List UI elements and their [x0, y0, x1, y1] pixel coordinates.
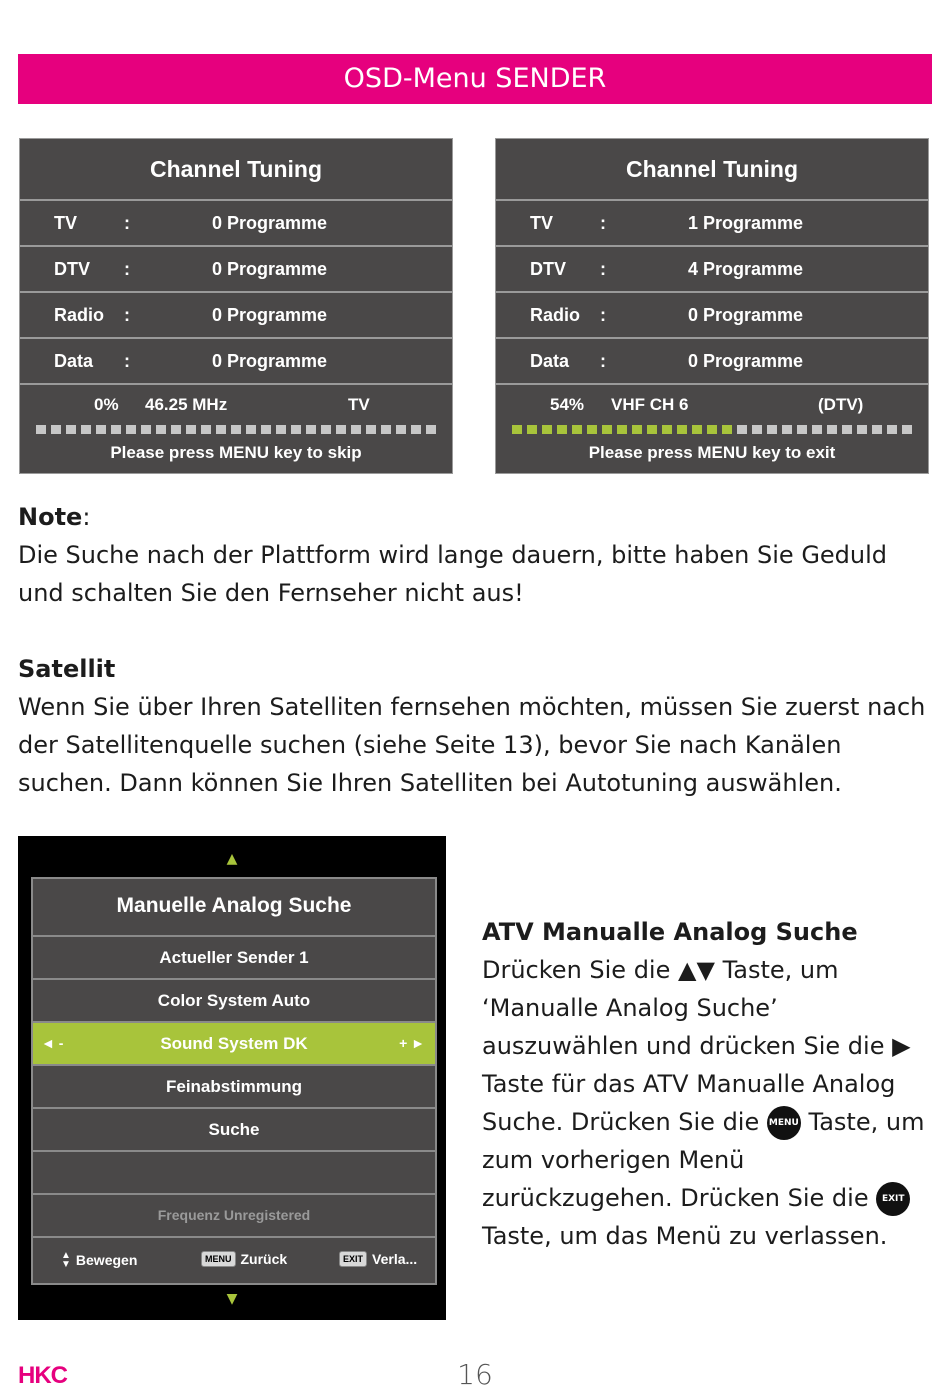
progress-segment	[246, 425, 256, 434]
back-hint	[201, 1251, 287, 1267]
row-key: Data	[530, 351, 570, 371]
progress-segment	[141, 425, 151, 434]
atv-text-part: Taste, um zum vorherigen Menü zurückzugehen. Drücken Sie die	[482, 1108, 925, 1212]
progress-segment	[186, 425, 196, 434]
atv-text	[482, 951, 932, 1255]
progress-segment	[587, 425, 597, 434]
progress-segment	[81, 425, 91, 434]
atv-heading: ATV Manualle Analog Suche	[482, 918, 858, 946]
row-value: 0 Programme	[212, 259, 328, 279]
menu-button-icon: MENU	[767, 1106, 801, 1140]
satellit-section	[18, 650, 932, 802]
progress-segment	[111, 425, 121, 434]
progress-segment	[767, 425, 777, 434]
panel-title: Channel Tuning	[20, 139, 452, 201]
progress-segment	[201, 425, 211, 434]
atv-text-part: Taste für das ATV Manualle Analog Suche. Drücken Sie die	[482, 1070, 896, 1136]
osd-menu-screenshot	[18, 836, 446, 1320]
note-text: Die Suche nach der Plattform wird lange dauern, bitte haben Sie Geduld und schalten Sie den Fernseher nicht aus!	[18, 541, 888, 607]
progress-segment	[261, 425, 271, 434]
increase-arrow-icon: + ►	[399, 1035, 425, 1051]
note-section	[18, 498, 932, 612]
menu-item-sound-system[interactable]	[33, 1023, 435, 1066]
progress-segment	[411, 425, 421, 434]
menu-key-icon: MENU	[201, 1251, 236, 1267]
atv-instructions	[482, 913, 932, 1255]
row-key: TV	[530, 213, 554, 233]
menu-item-label: Sound System DK	[160, 1034, 308, 1053]
progress-segment	[812, 425, 822, 434]
move-label: Bewegen	[75, 1252, 138, 1268]
row-value: 0 Programme	[688, 305, 804, 325]
progress-segment	[396, 425, 406, 434]
row-sep: :	[600, 305, 606, 325]
progress-segment	[887, 425, 897, 434]
progress-segment	[707, 425, 717, 434]
progress-percent: 0%	[94, 395, 119, 414]
right-arrow-icon: ▶	[892, 1032, 911, 1060]
progress-segment	[572, 425, 582, 434]
exit-button-icon: EXIT	[876, 1182, 910, 1216]
panel-title: Channel Tuning	[496, 139, 928, 201]
up-down-icon: ▲ ▼	[61, 1250, 71, 1270]
progress-segment	[156, 425, 166, 434]
tuning-type: (DTV)	[818, 395, 864, 414]
row-value: 1 Programme	[688, 213, 804, 233]
page-banner: OSD-Menu SENDER	[18, 54, 932, 104]
progress-segment	[632, 425, 642, 434]
progress-segment	[557, 425, 567, 434]
progress-segment	[336, 425, 346, 434]
menu-item-fine-tune[interactable]: Feinabstimmung	[33, 1066, 435, 1109]
progress-segment	[36, 425, 46, 434]
tuning-row-radio	[496, 293, 928, 339]
progress-segment	[291, 425, 301, 434]
progress-segment	[426, 425, 436, 434]
row-sep: :	[124, 213, 130, 233]
row-value: 0 Programme	[688, 351, 804, 371]
progress-segment	[381, 425, 391, 434]
row-sep: :	[600, 259, 606, 279]
scroll-down-arrow-icon: ▼	[226, 1291, 238, 1307]
tuning-row-tv	[20, 201, 452, 247]
row-value: 0 Programme	[212, 213, 328, 233]
channel-tuning-panel-right	[495, 138, 929, 474]
tuning-frequency: 46.25 MHz	[145, 395, 228, 414]
progress-segment	[827, 425, 837, 434]
tuning-type: TV	[348, 395, 370, 414]
progress-bar	[512, 425, 912, 434]
frequency-status: Frequenz Unregistered	[33, 1195, 435, 1238]
progress-segment	[842, 425, 852, 434]
row-key: DTV	[530, 259, 566, 279]
tuning-row-dtv	[496, 247, 928, 293]
tuning-row-tv	[496, 201, 928, 247]
progress-segment	[752, 425, 762, 434]
tuning-frequency: VHF CH 6	[611, 395, 689, 414]
row-key: Data	[54, 351, 94, 371]
progress-segment	[737, 425, 747, 434]
progress-segment	[321, 425, 331, 434]
hkc-logo: HKC	[18, 1362, 67, 1389]
satellit-text: Wenn Sie über Ihren Satelliten fernsehen möchten, müssen Sie zuerst nach der Satellitenquelle suchen (siehe Seite 13), bevor Sie nach Kanälen suchen. Dann können Sie Ihren Satelliten bei Autotuning auswählen.	[18, 693, 926, 797]
row-key: TV	[54, 213, 78, 233]
menu-item-search[interactable]: Suche	[33, 1109, 435, 1152]
progress-segment	[306, 425, 316, 434]
menu-footer	[33, 1238, 435, 1282]
progress-segment	[231, 425, 241, 434]
progress-segment	[602, 425, 612, 434]
up-down-arrows-icon: ▲▼	[678, 956, 715, 984]
panel-title: Manuelle Analog Suche	[33, 879, 435, 937]
move-hint	[61, 1251, 137, 1269]
row-sep: :	[600, 213, 606, 233]
progress-segment	[692, 425, 702, 434]
progress-segment	[677, 425, 687, 434]
progress-segment	[872, 425, 882, 434]
progress-segment	[276, 425, 286, 434]
progress-segment	[66, 425, 76, 434]
menu-item-current-channel[interactable]: Actueller Sender 1	[33, 937, 435, 980]
atv-text-part: Taste, um das Menü zu verlassen.	[482, 1222, 888, 1250]
progress-segment	[171, 425, 181, 434]
row-sep: :	[124, 305, 130, 325]
progress-segment	[902, 425, 912, 434]
progress-bar	[36, 425, 436, 434]
progress-segment	[617, 425, 627, 434]
tuning-row-data	[20, 339, 452, 385]
row-key: DTV	[54, 259, 90, 279]
progress-segment	[782, 425, 792, 434]
tuning-row-dtv	[20, 247, 452, 293]
tuning-row-radio	[20, 293, 452, 339]
progress-segment	[542, 425, 552, 434]
row-sep: :	[124, 259, 130, 279]
menu-item-empty	[33, 1152, 435, 1195]
progress-segment	[126, 425, 136, 434]
progress-segment	[351, 425, 361, 434]
manual-search-panel	[31, 877, 437, 1285]
exit-key-icon: EXIT	[339, 1251, 367, 1267]
back-label: Zurück	[240, 1251, 288, 1267]
row-sep: :	[124, 351, 130, 371]
menu-item-color-system[interactable]: Color System Auto	[33, 980, 435, 1023]
menu-hint: Please press MENU key to exit	[588, 443, 836, 462]
exit-label: Verla...	[372, 1251, 418, 1267]
progress-segment	[857, 425, 867, 434]
row-key: Radio	[530, 305, 581, 325]
atv-text-part: Drücken Sie die	[482, 956, 671, 984]
page-number: 16	[457, 1358, 493, 1391]
row-value: 0 Programme	[212, 351, 328, 371]
progress-segment	[527, 425, 537, 434]
progress-segment	[96, 425, 106, 434]
channel-tuning-panel-left	[19, 138, 453, 474]
progress-segment	[216, 425, 226, 434]
progress-segment	[647, 425, 657, 434]
note-heading: Note	[18, 503, 83, 531]
tuning-row-data	[496, 339, 928, 385]
row-key: Radio	[54, 305, 105, 325]
progress-segment	[722, 425, 732, 434]
note-colon: :	[82, 503, 91, 531]
progress-segment	[797, 425, 807, 434]
progress-segment	[662, 425, 672, 434]
row-value: 0 Programme	[212, 305, 328, 325]
row-sep: :	[600, 351, 606, 371]
row-value: 4 Programme	[688, 259, 804, 279]
atv-text-part: Taste, um ‘Manualle Analog Suche’ auszuwählen und drücken Sie die	[482, 956, 885, 1060]
progress-segment	[366, 425, 376, 434]
progress-segment	[51, 425, 61, 434]
exit-hint	[339, 1251, 417, 1267]
menu-hint: Please press MENU key to skip	[110, 443, 362, 462]
satellit-heading: Satellit	[18, 655, 116, 683]
progress-segment	[512, 425, 522, 434]
progress-percent: 54%	[550, 395, 585, 414]
scroll-up-arrow-icon: ▲	[226, 851, 238, 867]
decrease-arrow-icon: ◄ -	[41, 1035, 64, 1051]
